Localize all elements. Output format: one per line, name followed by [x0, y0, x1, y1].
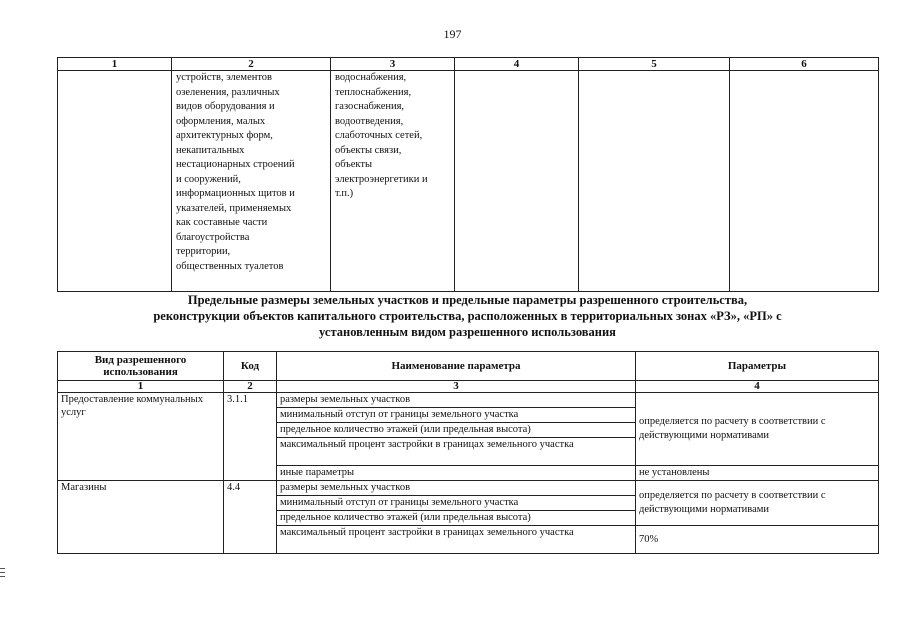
cell-line: информационных щитов и — [176, 188, 295, 199]
parameter-name-cell: размеры земельных участков — [277, 481, 636, 496]
column-number-row — [58, 381, 879, 393]
cell-line: слаботочных сетей, — [335, 130, 423, 141]
cell-line: объекты связи, — [335, 144, 402, 156]
parameter-name-cell: иные параметры — [277, 466, 636, 481]
table-cell — [730, 71, 879, 292]
table-cell — [579, 71, 730, 292]
cell-line: видов оборудования и — [176, 101, 275, 112]
cell-line: нестационарных строений — [176, 159, 295, 170]
cell-line: архитектурных форм, — [176, 130, 273, 141]
table-cell — [58, 71, 172, 292]
parameter-value-cell: определяется по расчету в соответствии с действующими нормативами — [636, 393, 879, 466]
cell-line: теплоснабжения, — [335, 86, 412, 98]
parameter-value-cell: определяется по расчету в соответствии с действующими нормативами — [636, 481, 879, 526]
column-number: 1 — [58, 58, 172, 71]
heading-line: реконструкции объектов капитального строительства, расположенных в территориальных зонах «РЗ», «РП» с — [153, 309, 782, 323]
cell-line: некапитальных — [176, 144, 245, 156]
cell-line: электроэнергетики и — [335, 173, 428, 185]
use-type-cell: Предоставление коммунальных услуг — [58, 393, 224, 481]
header-parameter-name: Наименование параметра — [277, 352, 636, 381]
cell-line: территории, — [176, 246, 231, 257]
section-heading — [57, 292, 878, 340]
column-number: 6 — [730, 58, 879, 71]
column-number: 1 — [58, 381, 224, 393]
table-cell — [455, 71, 579, 292]
code-cell: 4.4 — [224, 481, 277, 554]
parameter-name-cell: минимальный отступ от границы земельного участка — [277, 496, 636, 511]
cell-line: водоснабжения, — [335, 72, 407, 83]
column-number: 2 — [172, 58, 331, 71]
column-number: 2 — [224, 381, 277, 393]
column-number: 4 — [455, 58, 579, 71]
cell-line: как составные части — [176, 217, 268, 228]
parameter-name-cell: максимальный процент застройки в границах земельного участка — [277, 438, 636, 466]
heading-line: Предельные размеры земельных участков и предельные параметры разрешенного строительства, — [187, 293, 748, 307]
heading-line: установленным видом разрешенного использования — [319, 325, 616, 339]
cell-line: озеленения, различных — [176, 86, 280, 98]
cell-line: оформления, малых — [176, 115, 266, 127]
code-cell: 3.1.1 — [224, 393, 277, 481]
column-number-row — [58, 58, 879, 71]
table-cell-improvement-objects — [172, 71, 331, 292]
cell-line: общественных туалетов — [176, 260, 284, 272]
column-number: 3 — [331, 58, 455, 71]
parameter-value-cell: 70% — [636, 526, 879, 554]
column-number: 3 — [277, 381, 636, 393]
parameters-table — [57, 351, 879, 554]
parameter-value-cell: не установлены — [636, 466, 879, 481]
use-type-cell: Магазины — [58, 481, 224, 554]
cell-line: т.п.) — [335, 188, 354, 199]
cell-line: указателей, применяемых — [176, 202, 292, 214]
margin-mark — [0, 576, 5, 577]
parameter-name-cell: предельное количество этажей (или предельная высота) — [277, 423, 636, 438]
margin-mark — [0, 568, 5, 569]
parameter-name-cell: размеры земельных участков — [277, 393, 636, 408]
table-row — [58, 481, 879, 496]
header-parameters: Параметры — [636, 352, 879, 381]
parameter-name-cell: минимальный отступ от границы земельного участка — [277, 408, 636, 423]
cell-line: устройств, элементов — [176, 72, 273, 83]
header-code: Код — [224, 352, 277, 381]
table-row — [58, 71, 879, 292]
parameter-name-cell: максимальный процент застройки в границах земельного участка — [277, 526, 636, 554]
margin-mark — [0, 572, 5, 573]
table-cell-utility-objects — [331, 71, 455, 292]
parameter-name-cell: предельное количество этажей (или предельная высота) — [277, 511, 636, 526]
table-row — [58, 393, 879, 408]
header-use-type: Вид разрешенного использования — [58, 352, 224, 381]
column-number: 5 — [579, 58, 730, 71]
cell-line: объекты — [335, 159, 373, 170]
cell-line: благоустройства — [176, 231, 250, 243]
column-number: 4 — [636, 381, 879, 393]
cell-line: водоотведения, — [335, 115, 404, 127]
cell-line: и сооружений, — [176, 173, 241, 185]
page-number: 197 — [443, 27, 462, 41]
cell-line: газоснабжения, — [335, 101, 405, 112]
header-row — [58, 352, 879, 381]
continuation-table — [57, 57, 879, 292]
